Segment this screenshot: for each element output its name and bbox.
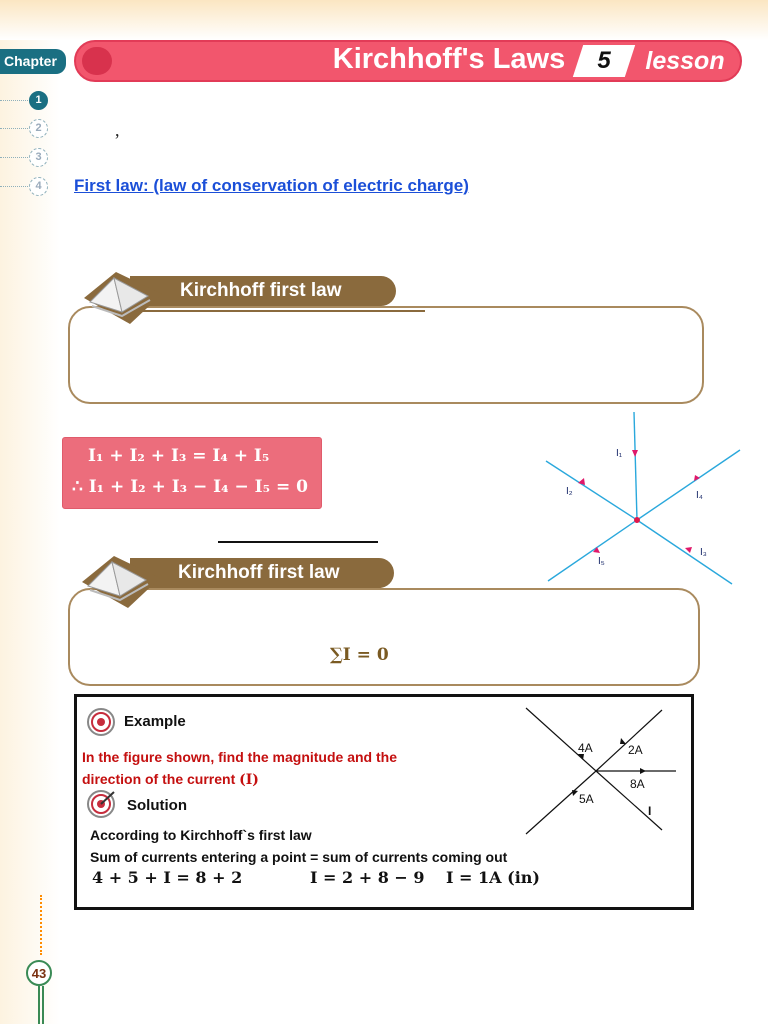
chapter-tab: Chapter <box>0 49 66 74</box>
margin-dots <box>40 895 43 955</box>
step-1[interactable]: 1 <box>29 91 48 110</box>
stray-mark: , <box>115 120 120 140</box>
junction-diagram <box>540 410 745 588</box>
equation-1: I₁ + I₂ + I₃ = I₄ + I₅ <box>88 446 270 466</box>
label-2a: 2A <box>628 743 643 757</box>
question-line-1: In the figure shown, find the magnitude and the <box>82 749 397 765</box>
label-i5: I₅ <box>598 556 605 567</box>
lesson-label: lesson <box>645 47 725 75</box>
page-number: 43 <box>26 960 52 986</box>
wire-i3 <box>637 520 732 584</box>
first-law-heading[interactable]: First law: (law of conservation of electric charge) <box>74 176 469 195</box>
book-icon <box>74 552 164 612</box>
wire-i4 <box>637 450 740 520</box>
label-4a: 4A <box>578 741 593 755</box>
target-arrow-icon <box>86 789 116 819</box>
example-label: Example <box>124 713 186 730</box>
question-line-2 <box>82 771 259 788</box>
wire-2a <box>596 710 662 771</box>
question-variable: (I) <box>239 772 259 788</box>
wire-i2 <box>546 461 637 520</box>
label-i2: I₂ <box>566 486 573 497</box>
arrow-i1 <box>632 450 638 457</box>
label-i: I <box>648 804 652 818</box>
book-icon <box>76 268 166 328</box>
sum-equation: ∑I = 0 <box>330 645 389 665</box>
step-connector <box>0 157 28 158</box>
title-bar-accent <box>82 47 112 75</box>
arrow-i3 <box>685 547 692 553</box>
wire-i5 <box>548 520 637 581</box>
calc-answer: I = 1A (in) <box>446 868 540 887</box>
step-3[interactable]: 3 <box>29 148 48 167</box>
step-connector <box>0 128 28 129</box>
target-icon <box>86 707 116 737</box>
example-figure <box>522 704 682 836</box>
lesson-number-badge <box>573 45 635 77</box>
arrow-2a <box>620 738 626 744</box>
label-i4: I₄ <box>696 490 703 501</box>
arrow-8a <box>640 768 646 774</box>
wire-4a <box>526 708 596 771</box>
step-2[interactable]: 2 <box>29 119 48 138</box>
junction-node <box>634 517 640 523</box>
calc-step-1: 4 + 5 + I = 8 + 2 <box>92 868 243 887</box>
step-4[interactable]: 4 <box>29 177 48 196</box>
ribbon-title: Kirchhoff first law <box>180 280 342 301</box>
solution-line-1: According to Kirchhoff`s first law <box>90 827 312 843</box>
ribbon-underline <box>140 310 425 312</box>
ribbon-title-2: Kirchhoff first law <box>178 562 340 583</box>
top-background <box>0 0 768 40</box>
page-title: Kirchhoff's Laws <box>332 43 566 75</box>
lesson-number: 5 <box>597 47 611 74</box>
solution-label: Solution <box>127 797 187 814</box>
label-i1: I₁ <box>616 448 623 459</box>
step-connector <box>0 100 28 101</box>
step-connector <box>0 186 28 187</box>
solution-line-2: Sum of currents entering a point = sum of currents coming out <box>90 849 508 865</box>
wire-i <box>596 771 662 830</box>
question-line-2-text: direction of the current <box>82 771 240 787</box>
calc-step-2: I = 2 + 8 − 9 <box>310 868 425 887</box>
label-5a: 5A <box>579 792 594 806</box>
arrow-5a <box>572 790 578 796</box>
arrow-i2 <box>578 478 585 485</box>
label-8a: 8A <box>630 777 645 791</box>
label-i3: I₃ <box>700 547 707 558</box>
wire-i1 <box>634 412 637 520</box>
lesson-steps <box>0 88 60 208</box>
divider-line <box>218 541 378 543</box>
arrow-i4 <box>694 475 700 481</box>
margin-rail <box>38 986 44 1024</box>
equation-2: ∴ I₁ + I₂ + I₃ − I₄ − I₅ = 0 <box>72 477 308 497</box>
